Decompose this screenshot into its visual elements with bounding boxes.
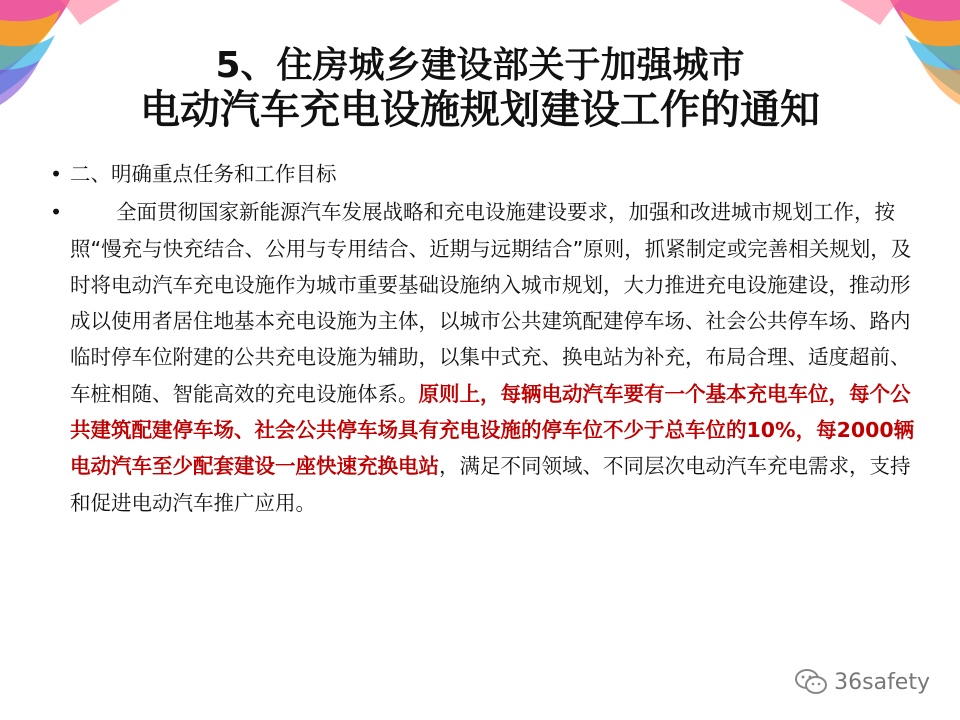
paragraph-normal-2: ，满足不同领域、不同层次电动汽车充电需求，支持和促进电动汽车推广应用。 <box>70 454 911 515</box>
title-line-1: 5、住房城乡建设部关于加强城市 <box>215 45 745 86</box>
paragraph-emphasis: 原则上，每辆电动汽车要有一个基本充电车位，每个公共建筑配建停车场、社会公共停车场具有充电设施的停车位不少于总车位的10%，每2000辆电动汽车至少配套建设一座快速充换电站 <box>70 381 915 479</box>
watermark <box>794 668 930 696</box>
bullet-list <box>50 156 920 521</box>
slide-title <box>0 44 960 132</box>
heading-text: 二、明确重点任务和工作目标 <box>70 162 337 186</box>
bullet-dot-icon: • <box>50 162 63 186</box>
paragraph-text <box>70 194 920 521</box>
title-line-2: 电动汽车充电设施规划建设工作的通知 <box>140 87 820 133</box>
paragraph-normal-1: 全面贯彻国家新能源汽车发展战略和充电设施建设要求，加强和改进城市规划工作，按照“慢充与快充结合、公用与专用结合、近期与远期结合”原则，抓紧制定或完善相关规划，及时将电动汽车充电设施作为城市重要基础设施纳入城市规划，大力推进充电设施建设，推动形成以使用者居住地基本充电设施为主体，以城市公共建筑配建停车场、社会公共停车场、路内临时停车位附建的公共充电设施为辅助，以集中式充、换电站为补充，布局合理、适度超前、车桩相随、智能高效的充电设施体系。 <box>70 200 912 406</box>
bullet-heading <box>50 156 920 192</box>
wechat-icon <box>794 668 828 696</box>
bullet-dot-icon: • <box>50 200 63 225</box>
bullet-paragraph <box>50 194 920 521</box>
watermark-text: 36safety <box>834 669 930 695</box>
